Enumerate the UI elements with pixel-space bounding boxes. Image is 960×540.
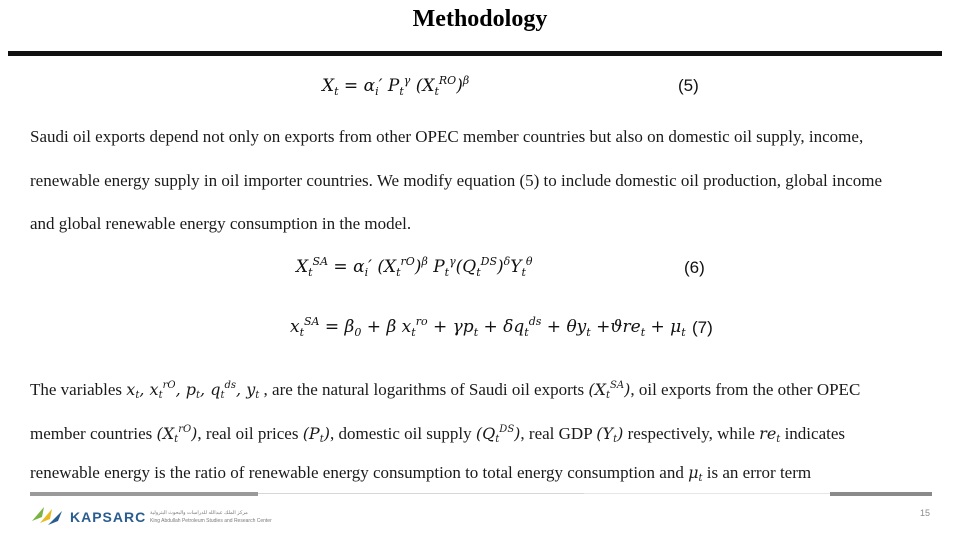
variable-symbol: $(Y_t)$: [596, 424, 624, 445]
text-segment: , are the natural logarithms of Saudi oil exports: [259, 380, 589, 399]
variable-symbol: $re_t$: [759, 424, 781, 445]
footer-rule: [830, 492, 932, 496]
logo-english-text: King Abdullah Petroleum Studies and Research Center: [150, 518, 272, 524]
logo-arabic-text: مركز الملك عبدالله للدراسات والبحوث البترولية: [150, 510, 248, 516]
text-segment: renewable energy is the ratio of renewable energy consumption to total energy consumption and: [30, 463, 689, 482]
equation-5-label: (5): [678, 76, 699, 95]
footer-rule: [258, 493, 584, 494]
footer-rule: [30, 492, 258, 496]
text-segment: , real GDP: [520, 424, 597, 443]
variable-symbol: $(Q_t^{DS})$: [475, 424, 521, 445]
equation-6-label: (6): [684, 258, 705, 277]
variable-symbol: $\mu_t$: [688, 463, 703, 484]
footer-rule: [584, 493, 830, 494]
variables-line-1: [30, 375, 860, 407]
paragraph-line: Saudi oil exports depend not only on exports from other OPEC member countries but also on domestic oil supply, income,: [30, 127, 864, 146]
title-divider: [8, 51, 942, 56]
text-segment: respectively, while: [623, 424, 760, 443]
equation-7: $x_t^{SA} = \beta_0 + \beta$ $x_t^{ro} + \gamma p_t + \delta q_t^{ds} + \theta y_t +ϑre_t + \mu_t$: [290, 315, 686, 339]
variable-symbol: $(P_t)$: [302, 424, 330, 445]
equation-7-label: (7): [692, 318, 713, 337]
page-number: 15: [919, 508, 930, 518]
kapsarc-logo: [30, 503, 270, 527]
text-segment: indicates: [780, 424, 845, 443]
variable-symbol: $(X_t^{rO})$: [156, 424, 198, 445]
logo-wordmark: KAPSARC: [70, 509, 147, 525]
variables-line-3: [30, 462, 811, 490]
text-segment: The variables: [30, 380, 127, 399]
equation-5: $X_t = \alpha_i'$ $P_t^\gamma$ $(X_t^{RO})^\beta$: [322, 74, 470, 98]
variable-symbol: $(X_t^{SA})$: [588, 380, 631, 401]
variables-line-2: [30, 419, 845, 451]
variable-list: $x_t$, $x_t^{rO}$, $p_t$, $q_t^{ds}$, $y_t$: [126, 380, 260, 401]
equation-6: $X_t^{SA} = \alpha_i'$ $(X_t^{rO})^\beta$ $P_t^\gamma(Q_t^{DS})^\delta Y_t^\theta$: [296, 255, 533, 279]
kapsarc-leaf-icon: [30, 503, 70, 527]
text-segment: , oil exports from the other OPEC: [630, 380, 861, 399]
paragraph-line: and global renewable energy consumption in the model.: [30, 214, 412, 233]
text-segment: member countries: [30, 424, 157, 443]
slide-title: Methodology: [412, 6, 548, 32]
text-segment: , real oil prices: [197, 424, 303, 443]
text-segment: is an error term: [702, 463, 812, 482]
text-segment: , domestic oil supply: [329, 424, 476, 443]
paragraph-line: renewable energy supply in oil importer countries. We modify equation (5) to include domestic oil production, global income: [30, 171, 883, 190]
